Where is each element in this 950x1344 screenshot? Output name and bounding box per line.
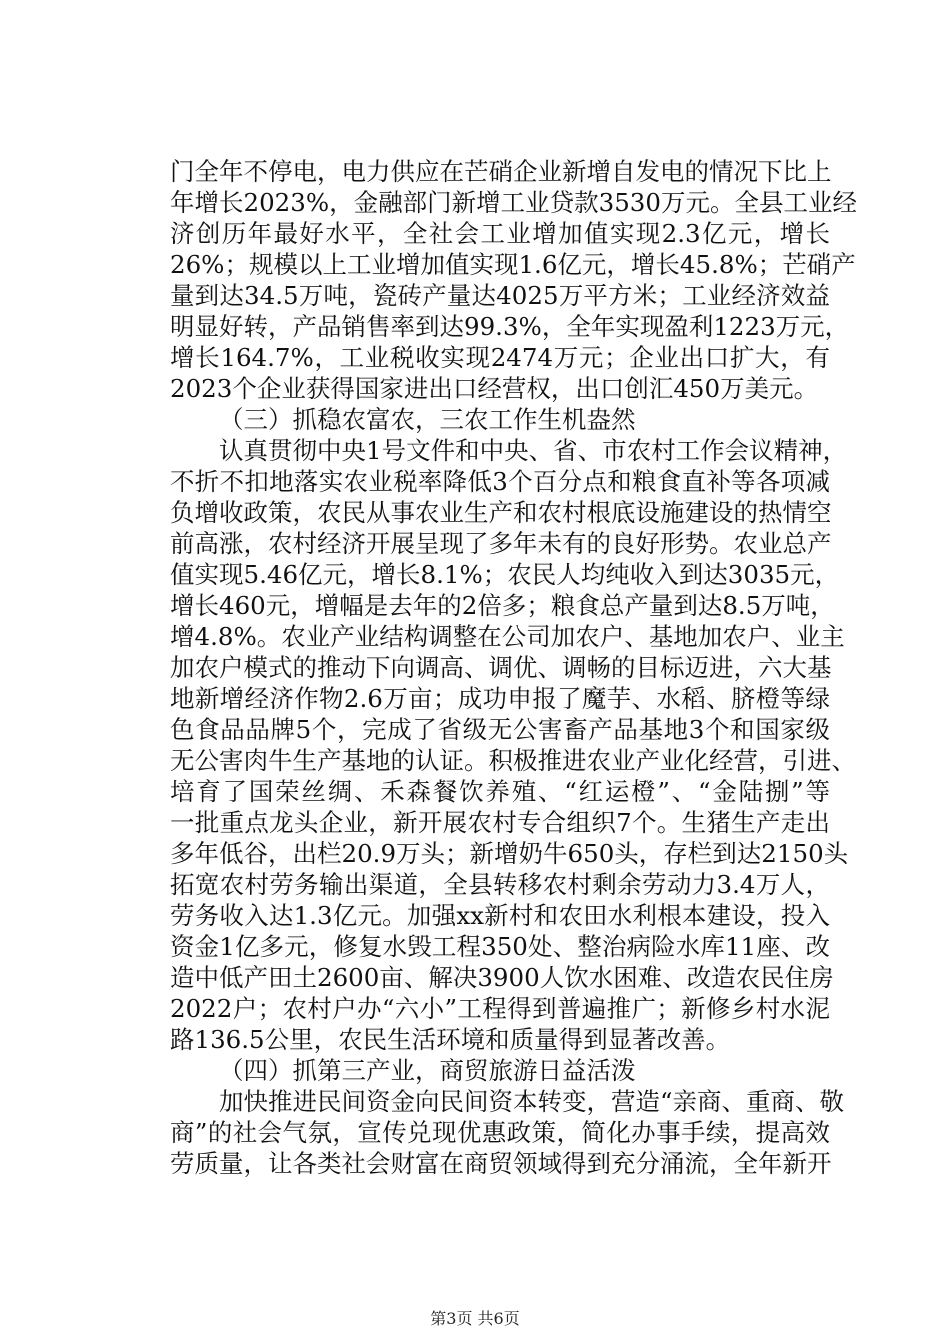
text-line: 色食品品牌5个，完成了省级无公害畜产品基地3个和国家级	[170, 715, 830, 744]
text-line: 拓宽农村劳务输出渠道，全县转移农村剩余劳动力3.4万人，	[170, 870, 830, 899]
text-line: 无公害肉牛生产基地的认证。积极推进农业产业化经营，引进、	[170, 746, 856, 775]
text-line: 门全年不停电，电力供应在芒硝企业新增自发电的情况下比上	[170, 157, 832, 186]
text-line: 认真贯彻中央1号文件和中央、省、市农村工作会议精神，	[219, 436, 848, 465]
text-line: 增长460元，增幅是去年的2倍多；粮食总产量到达8.5万吨，	[170, 591, 835, 620]
text-line: 多年低谷，出栏20.9万头；新增奶牛650头，存栏到达2150头	[170, 839, 849, 868]
text-line: 资金1亿多元，修复水毁工程350处、整治病险水库11座、改	[170, 932, 830, 961]
body-text	[170, 156, 857, 1179]
text-line: 劳务收入达1.3亿元。加强xx新村和农田水利根本建设，投入	[170, 901, 830, 930]
text-line: 前高涨，农村经济开展呈现了多年未有的良好形势。农业总产	[170, 529, 832, 558]
text-line: 一批重点龙头企业，新开展农村专合组织7个。生猪生产走出	[170, 808, 830, 837]
text-line: （三）抓稳农富农，三农工作生机盎然	[219, 405, 636, 434]
text-line: 培育了国荣丝绸、禾森餐饮养殖、“红运橙”、“金陆捌”等	[170, 777, 830, 806]
text-line: 加农户模式的推动下向调高、调优、调畅的目标迈进，六大基	[170, 653, 832, 682]
text-line: 加快推进民间资金向民间资本转变，营造“亲商、重商、敬	[219, 1087, 845, 1116]
text-line: 负增收政策，农民从事农业生产和农村根底设施建设的热情空	[170, 498, 832, 527]
text-line: 地新增经济作物2.6万亩；成功申报了魔芋、水稻、脐橙等绿	[170, 684, 830, 713]
text-line: 2023个企业获得国家进出口经营权，出口创汇450万美元。	[170, 374, 819, 403]
text-line: 商”的社会气氛，宣传兑现优惠政策，简化办事手续，提高效	[170, 1118, 830, 1147]
text-line: 年增长2023%，金融部门新增工业贷款3530万元。全县工业经	[170, 188, 857, 217]
text-line: 26%；规模以上工业增加值实现1.6亿元，增长45.8%；芒硝产	[170, 250, 856, 279]
text-line: 增长164.7%，工业税收实现2474万元；企业出口扩大，有	[170, 343, 830, 372]
text-line: 量到达34.5万吨，瓷砖产量达4025万平方米；工业经济效益	[170, 281, 830, 310]
text-line: 济创历年最好水平，全社会工业增加值实现2.3亿元，增长	[170, 219, 830, 248]
text-line: 明显好转，产品销售率到达99.3%，全年实现盈利1223万元，	[170, 312, 850, 341]
text-line: 造中低产田土2600亩、解决3900人饮水困难、改造农民住房	[170, 963, 834, 992]
text-line: 增4.8%。农业产业结构调整在公司加农户、基地加农户、业主	[170, 622, 845, 651]
page-number-label: 第3页 共6页	[430, 1309, 520, 1328]
text-line: 路136.5公里，农民生活环境和质量得到显著改善。	[170, 1025, 731, 1054]
text-line: （四）抓第三产业，商贸旅游日益活泼	[219, 1056, 636, 1085]
text-line: 值实现5.46亿元，增长8.1%；农民人均纯收入到达3035元，	[170, 560, 840, 589]
page-footer	[0, 1306, 950, 1329]
text-line: 2022户；农村户办“六小”工程得到普遍推广；新修乡村水泥	[170, 994, 830, 1023]
text-line: 不折不扣地落实农业税率降低3个百分点和粮食直补等各项减	[170, 467, 830, 496]
text-line: 劳质量，让各类社会财富在商贸领域得到充分涌流，全年新开	[170, 1149, 832, 1178]
